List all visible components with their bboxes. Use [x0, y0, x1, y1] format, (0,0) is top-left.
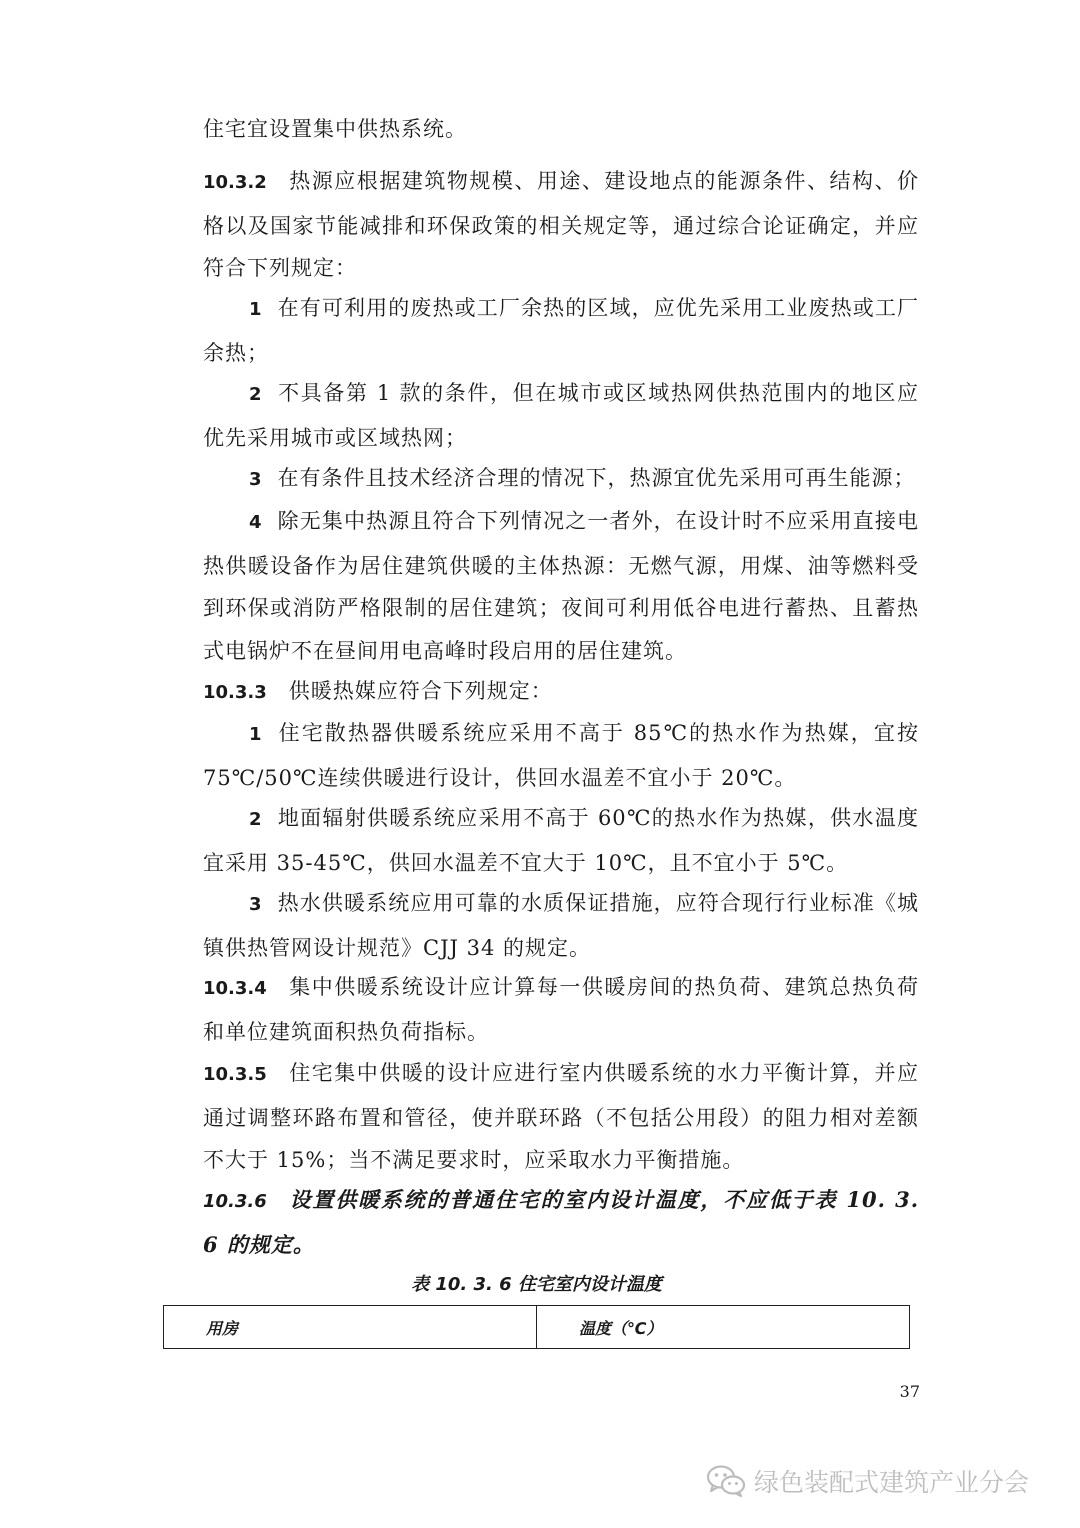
table-title: 表 10. 3. 6 住宅室内设计温度	[411, 1274, 662, 1295]
item-number: 2	[249, 809, 262, 830]
watermark	[706, 1458, 1029, 1504]
item-text: 地面辐射供暖系统应采用不高于 60℃的热水作为热媒，供水温度宜采用 35-45℃，供回水温差不宜大于 10℃，且不宜小于 5℃。	[203, 806, 919, 875]
clause-10-3-2-item-1	[203, 287, 919, 374]
clause-10-3-3-item-2	[203, 797, 919, 884]
clause-number: 10.3.5	[203, 1064, 267, 1085]
page-number: 37	[899, 1382, 920, 1401]
clause-10-3-2-item-3	[203, 457, 919, 502]
item-number: 1	[249, 299, 262, 320]
item-number: 4	[249, 512, 262, 533]
clause-number: 10.3.3	[203, 682, 267, 703]
item-text: 除无集中热源且符合下列情况之一者外，在设计时不应采用直接电热供暖设备作为居住建筑供暖的主体热源：无燃气源，用煤、油等燃料受到环保或消防严格限制的居住建筑；夜间可利用低谷电进行蓄热、且蓄热式电锅炉不在昼间用电高峰时段启用的居住建筑。	[203, 509, 919, 663]
item-number: 1	[249, 724, 262, 745]
clause-number: 10.3.6	[203, 1191, 267, 1212]
watermark-text: 绿色装配式建筑产业分会	[754, 1468, 1030, 1497]
clause-text: 供暖热媒应符合下列规定：	[288, 679, 553, 703]
clause-10-3-3-item-3	[203, 882, 919, 969]
clause-text: 设置供暖系统的普通住宅的室内设计温度，不应低于表 10. 3. 6 的规定。	[203, 1187, 919, 1257]
continuation-line: 住宅宜设置集中供热系统。	[203, 117, 467, 141]
table-header-temperature: 温度（℃）	[537, 1306, 910, 1349]
clause-text: 热源应根据建筑物规模、用途、建设地点的能源条件、结构、价格以及国家节能减排和环保政策的相关规定等，通过综合论证确定，并应符合下列规定：	[203, 169, 919, 280]
table-header-room: 用房	[164, 1306, 537, 1349]
item-text: 住宅散热器供暖系统应采用不高于 85℃的热水作为热媒，宜按 75℃/50℃连续供暖进行设计，供回水温差不宜小于 20℃。	[203, 721, 919, 790]
clause-text: 住宅集中供暖的设计应进行室内供暖系统的水力平衡计算，并应通过调整环路布置和管径，使并联环路（不包括公用段）的阻力相对差额不大于 15%；当不满足要求时，应采取水力平衡措施。	[203, 1061, 919, 1172]
item-text: 在有可利用的废热或工厂余热的区域，应优先采用工业废热或工厂余热；	[203, 296, 919, 365]
clause-10-3-2-item-4	[203, 500, 919, 672]
item-number: 3	[249, 469, 262, 490]
design-temperature-table	[163, 1305, 910, 1349]
item-text: 在有条件且技术经济合理的情况下，热源宜优先采用可再生能源；	[277, 466, 916, 490]
clause-10-3-3	[203, 670, 919, 715]
table-header-row	[164, 1306, 910, 1349]
item-text: 不具备第 1 款的条件，但在城市或区域热网供热范围内的地区应优先采用城市或区域热网；	[203, 381, 919, 450]
item-text: 热水供暖系统应用可靠的水质保证措施，应符合现行行业标准《城镇供热管网设计规范》CJJ 34 的规定。	[203, 891, 919, 960]
clause-10-3-4	[203, 966, 919, 1053]
clause-10-3-2-item-2	[203, 372, 919, 459]
clause-number: 10.3.2	[203, 172, 267, 193]
wechat-icon	[706, 1464, 746, 1498]
clause-10-3-5	[203, 1052, 919, 1182]
clause-number: 10.3.4	[203, 978, 267, 999]
clause-10-3-2	[203, 160, 919, 290]
item-number: 3	[249, 894, 262, 915]
item-number: 2	[249, 384, 262, 405]
clause-10-3-3-item-1	[203, 712, 919, 799]
clause-text: 集中供暖系统设计应计算每一供暖房间的热负荷、建筑总热负荷和单位建筑面积热负荷指标。	[203, 975, 919, 1044]
clause-10-3-6	[203, 1179, 919, 1266]
